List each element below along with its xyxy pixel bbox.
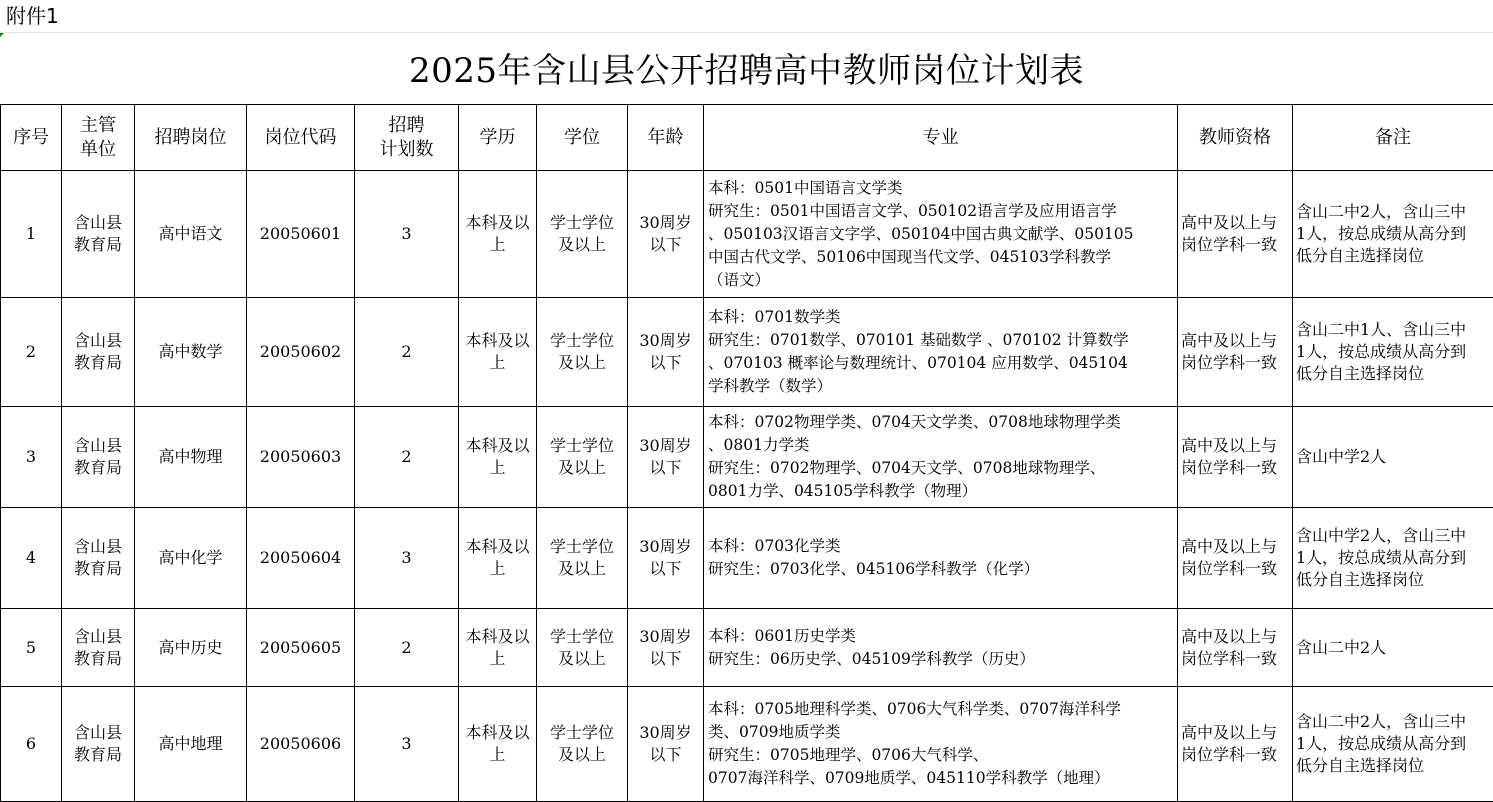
- cell-age: 30周岁 以下: [628, 508, 704, 609]
- cell-edu: 本科及以 上: [459, 687, 537, 802]
- header-unit: 主管 单位: [62, 105, 135, 171]
- cell-major: 本科：0701数学类 研究生：0701数学、070101 基础数学 、070102 计算数学 、070103 概率论与数理统计、070104 应用数学、045104 学科教学（数学）: [704, 298, 1178, 407]
- header-row: [1, 105, 1493, 171]
- header-code: 岗位代码: [247, 105, 355, 171]
- cell-degree: 学士学位 及以上: [537, 609, 628, 687]
- cell-cert: 高中及以上与 岗位学科一致: [1178, 687, 1293, 802]
- cell-seq: 6: [1, 687, 62, 802]
- cell-seq: 5: [1, 609, 62, 687]
- cell-code: 20050606: [247, 687, 355, 802]
- table-row: [1, 171, 1493, 298]
- cell-seq: 2: [1, 298, 62, 407]
- cell-remark: 含山二中2人，含山三中 1人，按总成绩从高分到 低分自主选择岗位: [1293, 687, 1493, 802]
- cell-age: 30周岁 以下: [628, 687, 704, 802]
- table-row: [1, 687, 1493, 802]
- header-edu: 学历: [459, 105, 537, 171]
- cell-major: 本科：0702物理学类、0704天文学类、0708地球物理学类 、0801力学类 研究生：0702物理学、0704天文学、0708地球物理学、 0801力学、045105学科教学（物理）: [704, 407, 1178, 508]
- header-post: 招聘岗位: [135, 105, 247, 171]
- cell-seq: 1: [1, 171, 62, 298]
- cell-unit: 含山县 教育局: [62, 508, 135, 609]
- cell-plan: 3: [355, 508, 459, 609]
- cell-degree: 学士学位 及以上: [537, 407, 628, 508]
- cell-age: 30周岁 以下: [628, 298, 704, 407]
- cell-remark: 含山二中2人，含山三中 1人，按总成绩从高分到 低分自主选择岗位: [1293, 171, 1493, 298]
- cell-cert: 高中及以上与 岗位学科一致: [1178, 508, 1293, 609]
- cell-major: 本科：0601历史学类 研究生：06历史学、045109学科教学（历史）: [704, 609, 1178, 687]
- cell-post: 高中数学: [135, 298, 247, 407]
- table-row: [1, 609, 1493, 687]
- cell-unit: 含山县 教育局: [62, 171, 135, 298]
- cell-degree: 学士学位 及以上: [537, 508, 628, 609]
- cell-major: 本科：0703化学类 研究生：0703化学、045106学科教学（化学）: [704, 508, 1178, 609]
- table-row: [1, 508, 1493, 609]
- cell-edu: 本科及以 上: [459, 298, 537, 407]
- cell-plan: 2: [355, 298, 459, 407]
- cell-code: 20050601: [247, 171, 355, 298]
- cell-plan: 3: [355, 687, 459, 802]
- cell-edu: 本科及以 上: [459, 407, 537, 508]
- cell-age: 30周岁 以下: [628, 609, 704, 687]
- cell-seq: 3: [1, 407, 62, 508]
- cell-cert: 高中及以上与 岗位学科一致: [1178, 171, 1293, 298]
- cell-degree: 学士学位 及以上: [537, 298, 628, 407]
- cell-code: 20050604: [247, 508, 355, 609]
- cell-cert: 高中及以上与 岗位学科一致: [1178, 407, 1293, 508]
- table-row: [1, 298, 1493, 407]
- cell-major: 本科：0501中国语言文学类 研究生：0501中国语言文学、050102语言学及应用语言学 、050103汉语言文字学、050104中国古典文献学、050105 中国古代文学、50106中国现当代文学、045103学科教学 （语文）: [704, 171, 1178, 298]
- cell-post: 高中物理: [135, 407, 247, 508]
- cell-code: 20050605: [247, 609, 355, 687]
- header-major: 专业: [704, 105, 1178, 171]
- cell-edu: 本科及以 上: [459, 508, 537, 609]
- cell-cert: 高中及以上与 岗位学科一致: [1178, 609, 1293, 687]
- cell-age: 30周岁 以下: [628, 407, 704, 508]
- cell-remark: 含山中学2人: [1293, 407, 1493, 508]
- cell-age: 30周岁 以下: [628, 171, 704, 298]
- cell-unit: 含山县 教育局: [62, 609, 135, 687]
- cell-post: 高中化学: [135, 508, 247, 609]
- attachment-label: 附件1: [0, 0, 1493, 33]
- header-seq: 序号: [1, 105, 62, 171]
- cell-edu: 本科及以 上: [459, 609, 537, 687]
- cell-degree: 学士学位 及以上: [537, 171, 628, 298]
- cell-post: 高中地理: [135, 687, 247, 802]
- cell-unit: 含山县 教育局: [62, 407, 135, 508]
- cell-unit: 含山县 教育局: [62, 687, 135, 802]
- cell-major: 本科：0705地理科学类、0706大气科学类、0707海洋科学 类、0709地质学类 研究生：0705地理学、0706大气科学、 0707海洋科学、0709地质学、045110学科教学（地理）: [704, 687, 1178, 802]
- cell-plan: 2: [355, 609, 459, 687]
- header-plan: 招聘 计划数: [355, 105, 459, 171]
- cell-post: 高中语文: [135, 171, 247, 298]
- cell-remark: 含山二中1人、含山三中 1人，按总成绩从高分到 低分自主选择岗位: [1293, 298, 1493, 407]
- cell-code: 20050602: [247, 298, 355, 407]
- cell-edu: 本科及以 上: [459, 171, 537, 298]
- header-remark: 备注: [1293, 105, 1493, 171]
- recruitment-table: [0, 104, 1493, 802]
- cell-unit: 含山县 教育局: [62, 298, 135, 407]
- cell-remark: 含山二中2人: [1293, 609, 1493, 687]
- page-title: 2025年含山县公开招聘高中教师岗位计划表: [0, 33, 1493, 105]
- cell-post: 高中历史: [135, 609, 247, 687]
- header-age: 年龄: [628, 105, 704, 171]
- header-degree: 学位: [537, 105, 628, 171]
- cell-remark: 含山中学2人，含山三中 1人，按总成绩从高分到 低分自主选择岗位: [1293, 508, 1493, 609]
- cell-code: 20050603: [247, 407, 355, 508]
- cell-degree: 学士学位 及以上: [537, 687, 628, 802]
- table-row: [1, 407, 1493, 508]
- cell-plan: 2: [355, 407, 459, 508]
- cell-plan: 3: [355, 171, 459, 298]
- cell-cert: 高中及以上与 岗位学科一致: [1178, 298, 1293, 407]
- header-cert: 教师资格: [1178, 105, 1293, 171]
- cell-seq: 4: [1, 508, 62, 609]
